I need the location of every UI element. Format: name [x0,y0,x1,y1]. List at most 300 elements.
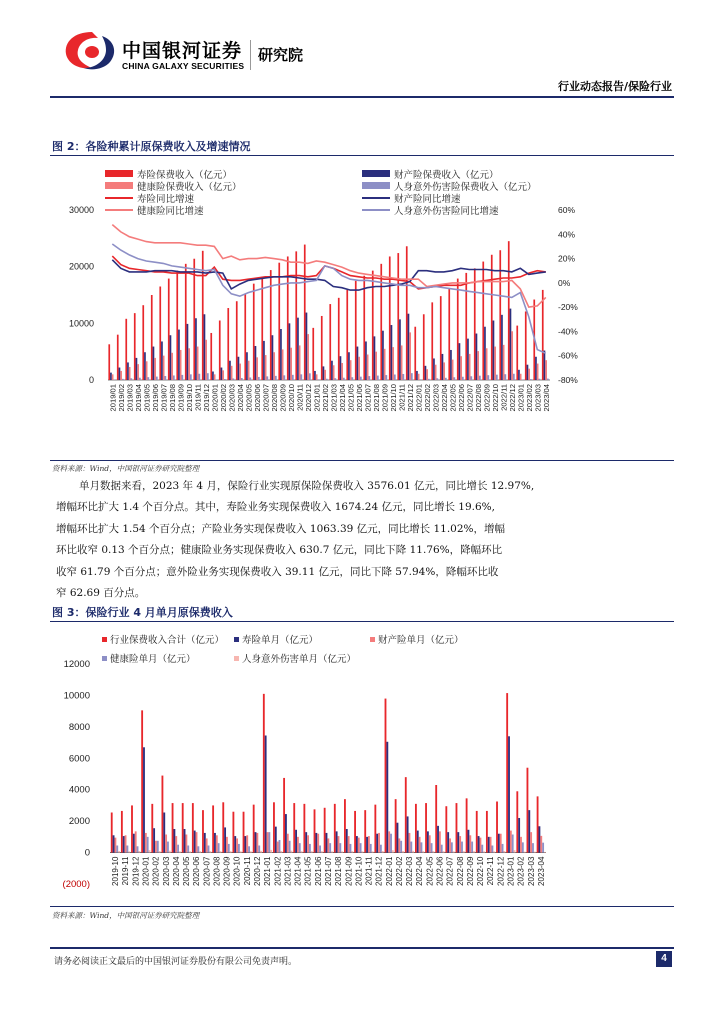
bar [350,844,352,853]
figure3-chart [50,624,674,904]
bar [248,846,250,852]
legend-swatch [102,656,107,661]
bar [277,842,279,853]
x-tick-label: 2021-06 [313,856,323,886]
x-tick-label: 2022/02 [422,384,432,412]
bar [212,805,214,852]
bar [161,341,163,380]
bar [545,360,547,380]
bar [542,843,544,853]
bar [250,851,252,852]
x-tick-label: 2020-07 [202,856,212,886]
bar [486,348,488,380]
bar [451,842,453,852]
x-tick-label: 2021/01 [312,384,322,412]
bar [382,851,384,853]
bar [394,375,396,380]
bar [514,850,516,852]
bar [435,365,437,380]
bar [456,803,458,853]
bar [522,842,524,852]
bar [195,318,197,380]
x-tick-label: 2022/07 [465,384,475,412]
bar [270,850,272,853]
bar [474,268,476,380]
bar [244,294,246,380]
bar [312,328,314,380]
bar [471,376,473,380]
bar [416,371,418,380]
bar [425,803,427,853]
bar [282,349,284,380]
bar [417,831,419,853]
bar [441,845,443,853]
bar [356,836,358,853]
x-tick-label: 2020-02 [151,856,161,886]
bar [309,373,311,380]
bar [502,844,504,853]
bar [220,851,222,852]
bar [410,842,412,853]
x-tick-label: 2019-11 [121,856,131,886]
bar [301,851,303,852]
bar [165,835,167,853]
x-tick-label: 2021/08 [371,384,381,412]
bar [137,846,139,852]
bar [348,836,350,853]
bar [419,837,421,853]
bar [117,335,119,380]
bar [437,826,439,853]
y-right-tick-label: -40% [558,326,578,337]
bar [499,250,501,380]
bar [315,833,317,853]
x-tick-label: 2020-11 [242,856,252,886]
analysis-paragraph [56,476,674,604]
bar [256,357,258,380]
bar [401,345,403,380]
figure3-title-rule [50,621,674,622]
bar [447,832,449,852]
bar [493,851,495,852]
bar [159,851,161,853]
bar [431,843,433,852]
galaxy-logo-icon [62,28,118,72]
bar [362,851,364,852]
bar [399,319,401,380]
bar [512,835,514,853]
x-tick-label: 2020/10 [286,384,296,412]
bar [488,837,490,853]
bar [238,357,240,380]
bar [468,830,470,853]
paragraph-line: 窄 62.69 百分点。 [56,587,146,600]
bar [537,796,539,852]
bar [240,851,242,852]
bar [126,846,128,853]
legend-swatch [362,170,390,177]
bar [159,287,161,381]
bar [209,851,211,852]
bar [539,826,541,852]
bar [197,347,199,380]
bar [143,747,145,852]
bar [258,846,260,853]
bar [493,321,495,381]
legend-label: 寿险保费收入（亿元） [137,170,233,181]
bar [448,288,450,380]
bar [135,831,137,852]
bar [173,375,175,380]
x-tick-label: 2021-12 [374,856,384,886]
legend-label: 寿险同比增速 [137,194,195,205]
bar [295,251,297,380]
header [0,0,724,110]
bar [309,844,311,853]
bar [364,810,366,852]
bar [331,361,333,380]
bar [248,361,250,380]
figure2-source: 资料来源：Wind，中国银河证券研究院整理 [52,464,200,473]
bar [148,377,150,380]
bar [442,354,444,380]
bar [334,804,336,853]
bar [335,378,337,380]
x-tick-label: 2023-01 [506,856,516,886]
bar [406,246,408,380]
bar [208,846,210,853]
bar [197,846,199,852]
bar [329,304,331,380]
y-right-tick-label: -60% [558,350,578,361]
bar [346,290,348,380]
y-left-tick-label: 0 [88,375,94,385]
bar [341,851,343,852]
x-tick-label: 2022/04 [439,384,449,412]
bar [540,836,542,853]
x-tick-label: 2023-02 [516,856,526,886]
bar [114,838,116,853]
bar [450,350,452,380]
bar [204,314,206,380]
y-tick-label: 0 [84,847,90,859]
figure3-title: 图 3：保险行业 4 月单月原保费收入 [52,606,233,619]
bar [510,309,512,380]
bar [284,375,286,380]
bar [204,833,206,853]
bar [192,803,194,853]
bar [415,804,417,853]
x-tick-label: 2023-04 [536,856,546,886]
bar [454,377,456,380]
x-tick-label: 2021-11 [364,856,374,886]
y-right-tick-label: 60% [558,205,576,215]
bar [376,834,378,853]
legend-swatch [234,637,239,642]
bar [178,330,180,380]
bar [339,843,341,852]
bar [232,812,234,853]
bar [214,833,216,853]
bar [321,851,323,852]
bar [524,852,526,853]
y-tick-label: 12000 [63,659,90,670]
bar [518,370,520,380]
bar [139,378,141,380]
x-tick-label: 2021-02 [273,856,283,886]
bar [289,841,291,853]
x-tick-label: 2021/03 [329,384,339,412]
bar [295,830,297,853]
x-tick-label: 2021-04 [293,856,303,886]
bar [520,837,522,853]
bar [279,840,281,853]
bar [483,851,485,852]
bar [411,373,413,380]
bar [439,831,441,852]
bar [283,778,285,853]
bar [131,805,133,852]
bar [156,377,158,380]
bar [157,841,159,853]
x-tick-label: 2022/10 [490,384,500,412]
x-tick-label: 2020/07 [261,384,271,412]
bar [231,366,233,380]
bar [304,245,306,380]
bar [169,851,171,853]
bar [168,279,170,380]
bar [146,361,148,380]
bar [532,843,534,852]
bar [165,376,167,380]
bar [234,836,236,853]
bar [229,361,231,380]
y-left-tick-label: 20000 [68,261,94,272]
bar [370,844,372,853]
bar [142,305,144,380]
legend-label: 财产险同比增速 [394,194,461,205]
x-tick-label: 2019/10 [184,384,194,412]
bar [329,843,331,852]
x-tick-label: 2022/03 [431,384,441,412]
bar [528,369,530,380]
bar [513,374,515,380]
bar [360,843,362,852]
bar [170,335,172,380]
bar [218,843,220,852]
x-tick-label: 2021/02 [320,384,330,412]
bar [236,301,238,380]
legend-swatch [105,182,133,189]
bar [355,281,357,380]
bar [346,829,348,853]
bar [465,273,467,380]
bar [289,323,291,380]
bar [527,365,529,380]
bar [534,852,536,853]
bar [111,813,113,853]
bar [222,802,224,852]
bar [182,803,184,853]
bar [297,837,299,853]
x-tick-label: 2020-08 [212,856,222,886]
x-tick-label: 2022-06 [435,856,445,886]
legend-swatch [370,637,375,642]
bar [457,832,459,852]
bar [326,833,328,853]
bar [380,264,382,380]
bar [547,379,549,380]
bar [386,375,388,380]
x-tick-label: 2022-02 [394,856,404,886]
paragraph-line: 增幅环比扩大 1.54 个百分点；产险业务实现保费收入 1063.39 亿元，同比增长 11.02%，增幅 [56,522,506,535]
bar [511,331,513,380]
bar [398,838,400,852]
bar [518,818,520,853]
bar [199,851,201,852]
x-tick-label: 2019/02 [116,384,126,412]
bar [171,353,173,380]
x-tick-label: 2022-04 [415,856,425,886]
bar [275,376,277,380]
x-tick-label: 2021-07 [324,856,333,886]
bar [341,363,343,380]
bar [125,835,127,852]
bar [292,375,294,380]
bar [369,376,371,380]
x-tick-label: 2020-01 [141,856,151,886]
bar [238,844,240,853]
bar [397,823,399,853]
bar [407,816,409,852]
x-tick-label: 2021/12 [405,384,415,412]
y-tick-label: 6000 [68,753,90,765]
bar [449,838,451,852]
x-tick-label: 2021/05 [346,384,356,412]
bar [397,253,399,380]
bar [267,832,269,852]
bar [265,736,267,853]
bar [453,851,455,852]
bar [427,831,429,852]
bar [253,805,255,853]
bar [226,837,228,853]
bar [297,318,299,380]
bar [125,319,127,380]
bar [501,315,503,380]
y-right-tick-label: 0% [558,277,571,288]
bar [265,355,267,380]
bar [527,768,529,853]
bar [365,341,367,380]
x-tick-label: 2023-03 [526,856,536,886]
bar [180,350,182,380]
bar [500,834,502,853]
bar [134,313,136,380]
bar [338,836,340,853]
x-tick-label: 2020/03 [227,384,237,412]
x-tick-label: 2022-03 [405,856,415,886]
bar [400,841,402,853]
bar [123,836,125,853]
bar [331,851,333,852]
x-tick-label: 2023/04 [541,384,551,412]
bar [402,851,404,853]
bar [129,367,131,380]
bar [437,378,439,380]
x-tick-label: 2022-11 [486,856,496,886]
bar [494,347,496,380]
legend-label: 健康险同比增速 [137,206,204,217]
bar [326,379,328,380]
x-tick-label: 2019/07 [159,384,169,412]
bar [321,316,323,380]
x-tick-label: 2019/05 [142,384,152,412]
x-tick-label: 2023/03 [533,384,543,412]
bar [372,851,374,852]
bar [173,829,175,853]
bar [350,360,352,380]
bar [477,351,479,380]
bar [343,378,345,380]
bar [488,375,490,380]
bar [374,805,376,853]
bar [216,835,218,852]
x-tick-label: 2022/01 [414,384,424,412]
bar [172,803,174,853]
bar [307,334,309,380]
bar [307,835,309,852]
bar [219,321,221,381]
x-tick-label: 2020-04 [171,856,181,886]
bar [303,804,305,853]
x-tick-label: 2020/09 [278,384,288,412]
legend-label: 健康险保费收入（亿元） [137,182,242,193]
bar [429,835,431,852]
bar [537,364,539,380]
bar [469,835,471,852]
x-tick-label: 2022-05 [425,856,435,886]
y-tick-label: 2000 [68,816,90,828]
bar [122,379,124,380]
bar [435,785,437,853]
bar [187,846,189,853]
bar [188,348,190,380]
bar [151,804,153,853]
bar [480,838,482,853]
bar [539,379,541,380]
x-tick-label: 2020-05 [182,856,192,886]
bar [246,352,248,380]
y-tick-label: 10000 [63,690,90,702]
x-tick-label: 2021-01 [263,856,273,886]
figure2-title-rule [50,155,674,156]
bar [491,255,493,380]
bar [445,806,447,852]
bar [481,845,483,853]
bar [433,358,435,380]
bar [319,846,321,853]
bar [522,379,524,380]
bar [460,356,462,380]
x-tick-label: 2021-09 [344,856,354,886]
bar [360,377,362,380]
bar [250,378,252,380]
bar [306,313,308,380]
bar [508,241,510,380]
x-tick-label: 2022/11 [499,384,509,411]
figure3-bottom-rule [50,906,674,907]
